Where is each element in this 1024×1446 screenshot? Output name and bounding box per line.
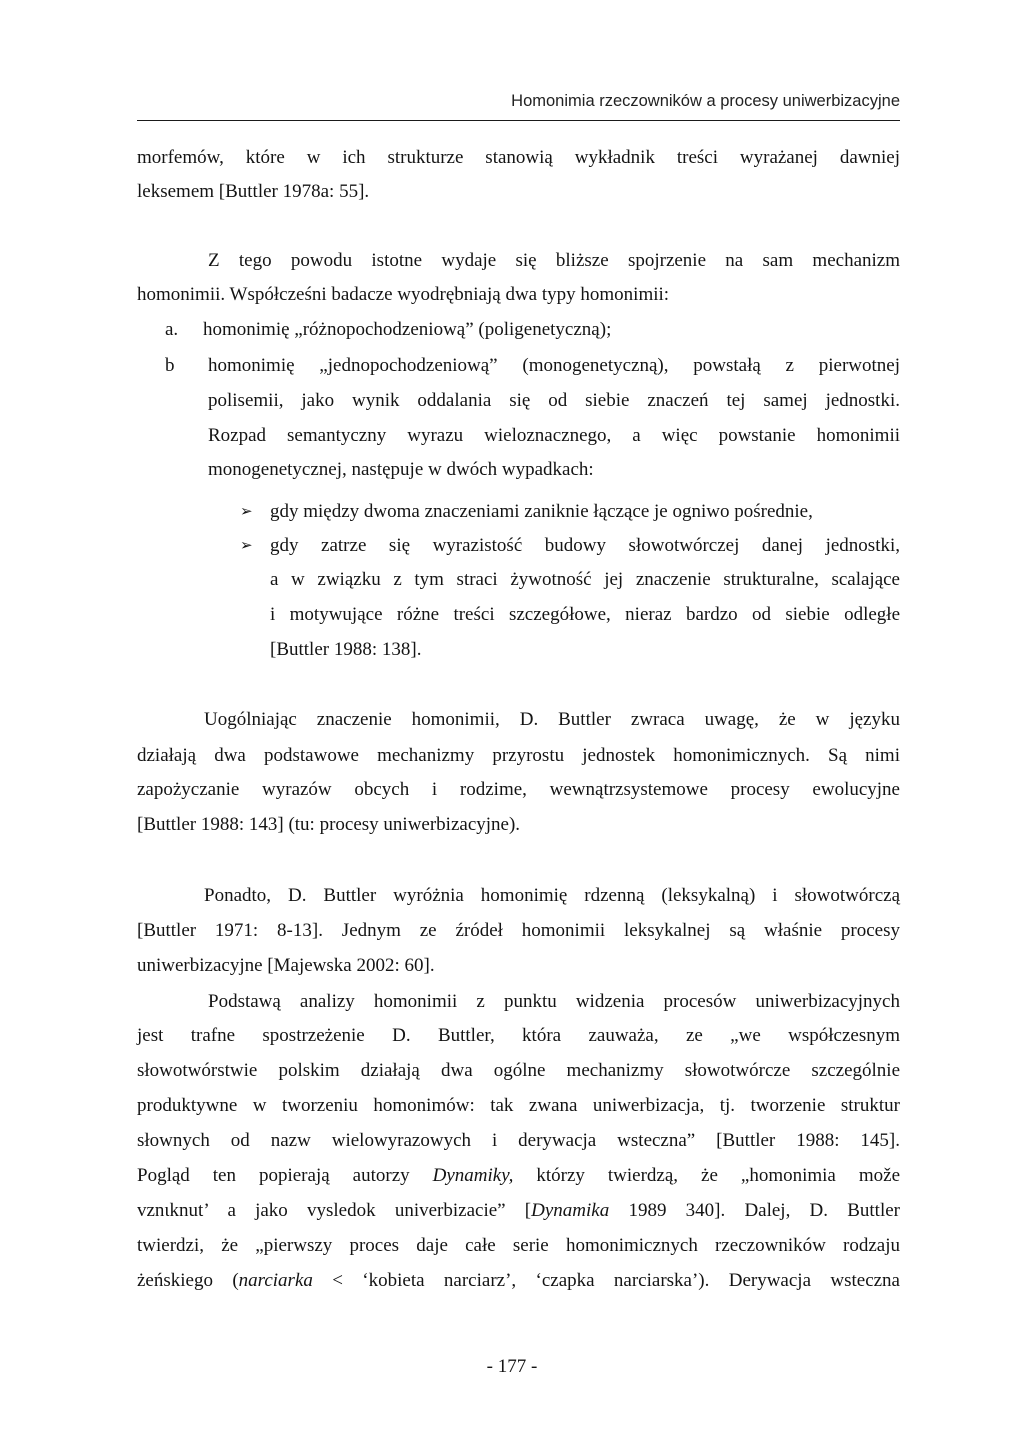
list-item-b-line3: Rozpad semantyczny wyrazu wieloznacznego, a więc powstanie homonimii (208, 425, 900, 446)
arrow-bullet-icon: ➢ (240, 538, 253, 554)
list-item-b-line2: polisemii, jako wynik oddalania się od siebie znaczeń tej samej jednostki. (208, 390, 900, 411)
bullet-item-2-line4: [Buttler 1988: 138]. (270, 639, 422, 660)
bullet-item-2-line3: i motywujące różne treści szczegółowe, nieraz bardzo od siebie odległe (270, 604, 900, 625)
bullet-item-1: gdy między dwoma znaczeniami zaniknie łączące je ogniwo pośrednie, (270, 501, 813, 522)
page-number: - 177 - (486, 1356, 538, 1377)
para5-line6-part-b: którzy twierdzą, że „homonimia može (513, 1165, 901, 1186)
para5-line2: jest trafne spostrzeżenie D. Buttler, która zauważa, ze „we współczesnym (137, 1025, 900, 1046)
para5-line5: słownych od nazw wielowyrazowych i derywacja wsteczna” [Buttler 1988: 145]. (137, 1130, 900, 1151)
para5-line3: słowotwórstwie polskim działają dwa ogólne mechanizmy słowotwórcze szczególnie (137, 1060, 900, 1081)
para2-line2: homonimii. Współcześni badacze wyodrębniają dwa typy homonimii: (137, 284, 670, 305)
running-header: Homonimia rzeczowników a procesy uniwerbizacyjne (511, 92, 900, 110)
para1-line1: morfemów, które w ich strukturze stanowią wykładnik treści wyrażanej dawniej (137, 147, 900, 168)
para4-line1: Ponadto, D. Buttler wyróżnia homonimię rdzenną (leksykalną) i słowotwórczą (204, 885, 900, 906)
para1-line2: leksemem [Buttler 1978a: 55]. (137, 181, 370, 202)
list-item-b-line4: monogenetycznej, następuje w dwóch wypadkach: (208, 459, 594, 480)
para5-line1: Podstawą analizy homonimii z punktu widzenia procesów uniwerbizacyjnych (208, 991, 900, 1012)
list-item-b-line1: homonimię „jednopochodzeniową” (monogenetyczną), powstałą z pierwotnej (208, 355, 900, 376)
book-title-italic: Dynamika (531, 1200, 610, 1221)
para4-line2: [Buttler 1971: 8-13]. Jednym ze źródeł homonimii leksykalnej są właśnie procesy (137, 920, 900, 941)
bullet-item-2-line2: a w związku z tym straci żywotność jej znaczenie strukturalne, scalające (270, 569, 900, 590)
para5-line9-part-b: < ‘kobieta narciarz’, ‘czapka narciarska’). Derywacja wsteczna (312, 1270, 900, 1291)
para5-line7 (137, 1199, 900, 1223)
para5-line9 (137, 1269, 900, 1293)
list-marker-b: b (165, 355, 175, 376)
para5-line6 (137, 1164, 900, 1188)
para3-line2: działają dwa podstawowe mechanizmy przyrostu jednostek homonimicznych. Są nimi (137, 745, 900, 766)
arrow-bullet-icon: ➢ (240, 504, 253, 520)
book-title-italic: Dynamiky, (432, 1165, 514, 1186)
para3-line3: zapożyczanie wyrazów obcych i rodzime, wewnątrzsystemowe procesy ewolucyjne (137, 779, 900, 800)
list-marker-a: a. (165, 319, 179, 340)
para3-line1: Uogólniając znaczenie homonimii, D. Buttler zwraca uwagę, że w języku (204, 709, 900, 730)
para5-line7-part-b: 1989 340]. Dalej, D. Buttler (609, 1200, 900, 1221)
para2-line1: Z tego powodu istotne wydaje się bliższe spojrzenie na sam mechanizm (208, 250, 900, 271)
para5-line6-part-a: Pogląd ten popierają autorzy (137, 1165, 433, 1186)
para5-line7-part-a: vznιknut’ a jako vysledok univerbizacie” [ (137, 1200, 532, 1221)
bullet-item-2-line1: gdy zatrze się wyrazistość budowy słowotwórczej danej jednostki, (270, 535, 900, 556)
header-rule (137, 120, 900, 121)
list-item-a: homonimię „różnopochodzeniową” (poligenetyczną); (203, 319, 612, 340)
example-word-italic: narciarka (238, 1270, 313, 1291)
para5-line4: produktywne w tworzeniu homonimów: tak zwana uniwerbizacja, tj. tworzenie struktur (137, 1095, 900, 1116)
para5-line9-part-a: żeńskiego ( (137, 1270, 239, 1291)
para5-line8: twierdzi, że „pierwszy proces daje całe serie homonimicznych rzeczowników rodzaju (137, 1235, 900, 1256)
para3-line4: [Buttler 1988: 143] (tu: procesy uniwerbizacyjne). (137, 814, 521, 835)
para4-line3: uniwerbizacyjne [Majewska 2002: 60]. (137, 955, 435, 976)
